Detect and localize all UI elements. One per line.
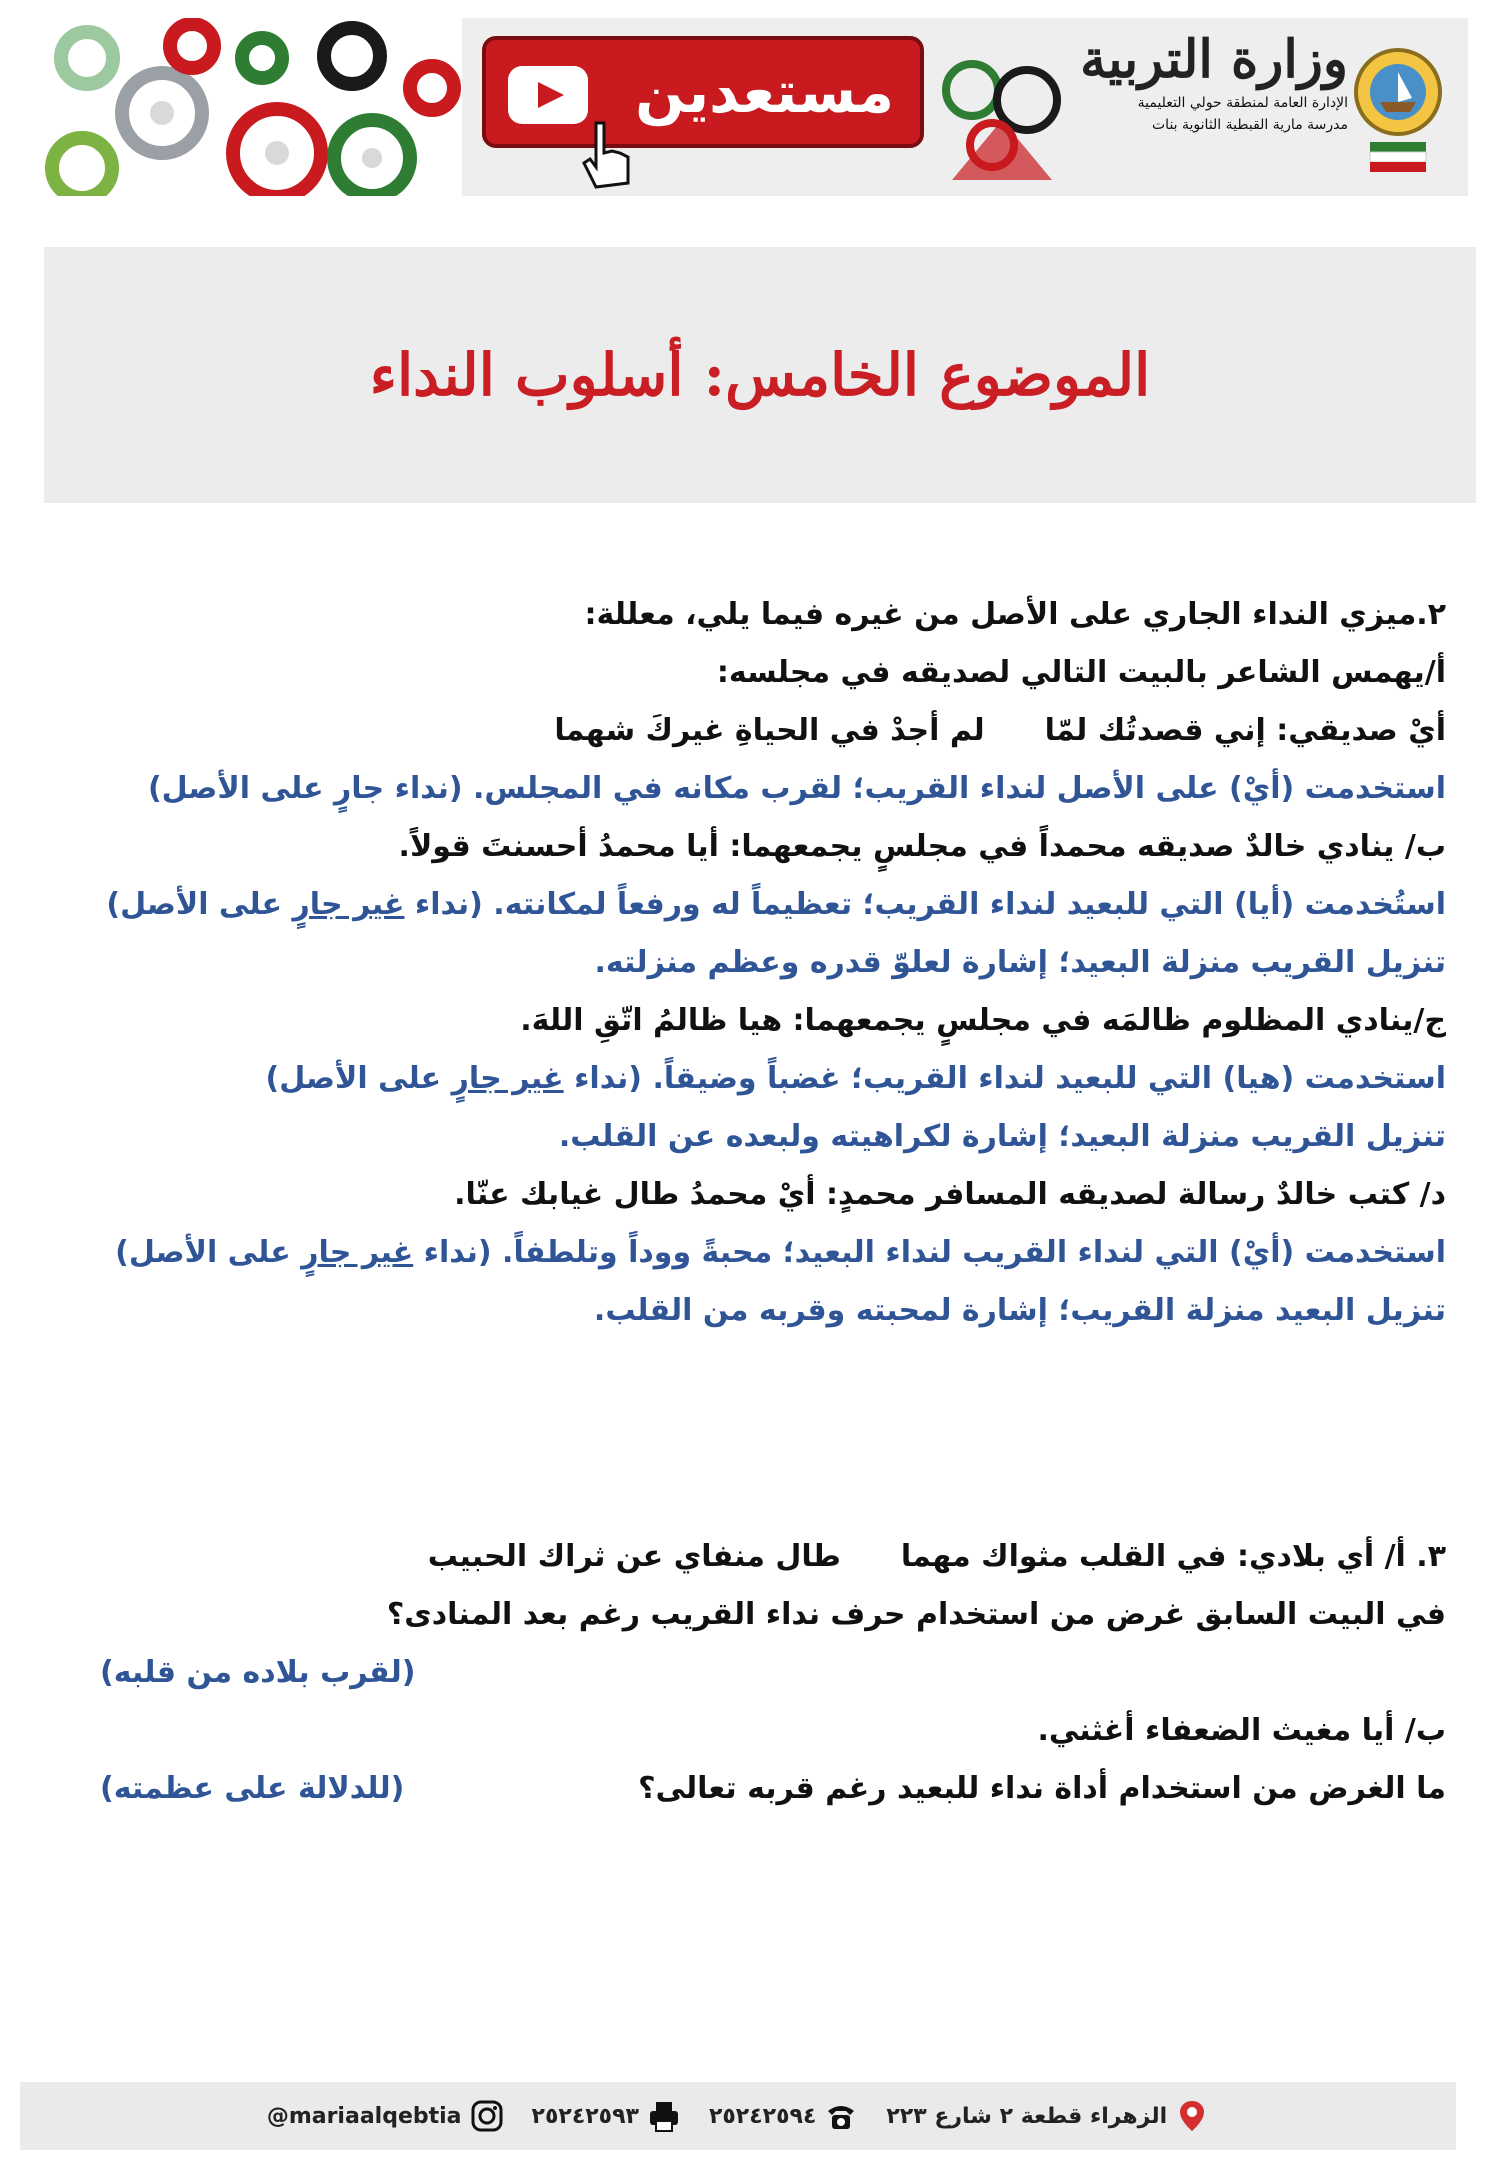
q3-a-verse bbox=[100, 1528, 1446, 1586]
phone-number: ٢٥٢٤٢٥٩٤ bbox=[708, 2103, 817, 2129]
q3-b-answer: (للدلالة على عظمته) bbox=[100, 1771, 405, 1806]
q2-d-answer-2: تنزيل البعيد منزلة القريب؛ إشارة لمحبته وقربه من القلب. bbox=[593, 1293, 1446, 1328]
header-banner bbox=[42, 18, 1468, 196]
q2-c-answer-main: استخدمت (هيا) التي للبعيد لنداء القريب؛ غضباً وضيقاً. (نداء bbox=[563, 1061, 1446, 1096]
hand-cursor-icon bbox=[576, 113, 636, 193]
footer-phone bbox=[709, 2099, 858, 2133]
phone-icon bbox=[824, 2099, 858, 2133]
footer-fax bbox=[532, 2099, 681, 2133]
ministry-line-2: مدرسة مارية القبطية الثانوية بنات bbox=[1152, 117, 1348, 133]
q3-b-question: ما الغرض من استخدام أداة نداء للبعيد رغم قربه تعالى؟ bbox=[638, 1771, 1446, 1806]
ministry-block bbox=[908, 28, 1348, 136]
q3-b-prompt: ب/ أيا مغيث الضعفاء أغثني. bbox=[1037, 1713, 1446, 1748]
q2-d-answer-main: استخدمت (أيْ) التي لنداء القريب لنداء البعيد؛ محبةً ووداً وتلطفاً. (نداء bbox=[413, 1235, 1446, 1270]
footer-instagram[interactable] bbox=[267, 2099, 504, 2133]
q2-c-answer-underlined: غير جارٍ bbox=[451, 1061, 564, 1096]
gears-decoration-icon bbox=[42, 18, 462, 196]
q3-a-verse-2: طال منفاي عن ثراك الحبيب bbox=[427, 1539, 841, 1574]
address-text: الزهراء قطعة ٢ شارع ٢٢٣ bbox=[886, 2103, 1168, 2129]
q2-b-answer-end: على الأصل) bbox=[106, 887, 293, 922]
q2-d-answer-end: على الأصل) bbox=[115, 1235, 302, 1270]
subscribe-label: مستعدين bbox=[635, 58, 894, 126]
q2-a-answer: استخدمت (أيْ) على الأصل لنداء القريب؛ لقرب مكانه في المجلس. (نداء جارٍ على الأصل) bbox=[147, 771, 1446, 806]
fax-number: ٢٥٢٤٢٥٩٣ bbox=[531, 2103, 639, 2129]
ministry-title: وزارة التربية bbox=[1080, 29, 1348, 90]
q2-b-answer-main: استُخدمت (أيا) التي للبعيد لنداء القريب؛ تعظيماً له ورفعاً لمكانته. (نداء bbox=[404, 887, 1446, 922]
subscribe-button[interactable] bbox=[482, 36, 924, 148]
q2-c-answer bbox=[100, 1050, 1446, 1108]
q2-d-answer-underlined: غير جارٍ bbox=[301, 1235, 414, 1270]
q3-a-question: في البيت السابق غرض من استخدام حرف نداء القريب رغم بعد المنادى؟ bbox=[386, 1597, 1446, 1632]
kuwait-emblem-icon bbox=[1350, 32, 1446, 182]
instagram-handle: @mariaalqebtia bbox=[266, 2103, 462, 2129]
q2-d-answer bbox=[100, 1224, 1446, 1282]
q2-b-prompt: ب/ ينادي خالدٌ صديقه محمداً في مجلسٍ يجمعهما: أيا محمدُ أحسنتَ قولاً. bbox=[398, 829, 1446, 864]
q2-b-answer-underlined: غير جارٍ bbox=[292, 887, 405, 922]
footer bbox=[20, 2082, 1456, 2150]
footer-address bbox=[886, 2099, 1209, 2133]
instagram-icon bbox=[470, 2099, 504, 2133]
title-box bbox=[44, 247, 1476, 503]
q2-a-verse-2: لم أجدْ في الحياةِ غيركَ شهما bbox=[554, 713, 985, 748]
q2-b-answer bbox=[100, 876, 1446, 934]
q2-c-answer-2: تنزيل القريب منزلة البعيد؛ إشارة لكراهيته ولبعده عن القلب. bbox=[558, 1119, 1446, 1154]
question-3 bbox=[100, 1528, 1446, 1818]
location-pin-icon bbox=[1175, 2099, 1209, 2133]
q2-a-verse-1: أيْ صديقي: إني قصدتُك لمّا bbox=[1044, 713, 1446, 748]
q2-question: ٢.ميزي النداء الجاري على الأصل من غيره فيما يلي، معللة: bbox=[584, 597, 1446, 632]
page-title: الموضوع الخامس: أسلوب النداء bbox=[369, 341, 1151, 409]
q2-a-prompt: أ/يهمس الشاعر بالبيت التالي لصديقه في مجلسه: bbox=[716, 655, 1446, 690]
q3-b-row bbox=[100, 1760, 1446, 1818]
q3-a-answer-row bbox=[100, 1644, 1446, 1702]
q3-a-answer: (لقرب بلاده من قلبه) bbox=[100, 1655, 416, 1690]
fax-icon bbox=[647, 2099, 681, 2133]
q2-c-prompt: ج/ينادي المظلوم ظالمَه في مجلسٍ يجمعهما: هيا ظالمُ اتّقِ اللهَ. bbox=[520, 1003, 1446, 1038]
q2-c-answer-end: على الأصل) bbox=[265, 1061, 452, 1096]
q2-d-prompt: د/ كتب خالدٌ رسالة لصديقه المسافر محمدٍ: أيْ محمدُ طال غيابك عنّا. bbox=[454, 1177, 1446, 1212]
question-2 bbox=[100, 586, 1446, 1340]
q2-a-verse bbox=[100, 702, 1446, 760]
ministry-line-1: الإدارة العامة لمنطقة حولي التعليمية bbox=[1137, 95, 1348, 111]
q3-a-verse-1: ٣. أ/ أي بلادي: في القلب مثواك مهما bbox=[900, 1539, 1446, 1574]
q2-b-answer-2: تنزيل القريب منزلة البعيد؛ إشارة لعلوّ قدره وعظم منزلته. bbox=[594, 945, 1446, 980]
